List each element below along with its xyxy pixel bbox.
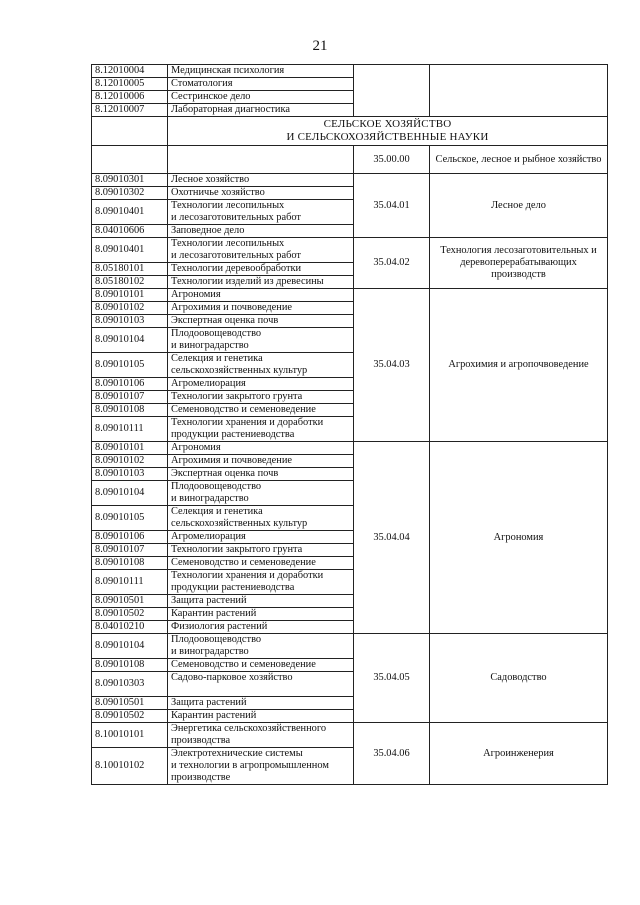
specialty-name	[168, 710, 354, 723]
specialty-name-line: Семеноводство и семеноведение	[171, 659, 316, 670]
specialty-code: 8.09010107	[92, 544, 168, 557]
specialty-name-line: сельскохозяйственных культур	[171, 518, 308, 529]
specialty-name-line: Экспертная оценка почв	[171, 315, 279, 326]
direction-code: 35.04.03	[354, 289, 430, 442]
empty-cell	[168, 146, 354, 174]
specialty-name-line: производства	[171, 735, 231, 746]
specialty-name-line: Технологии закрытого грунта	[171, 391, 303, 402]
specialty-name: Сестринское дело	[168, 91, 354, 104]
specialty-name-line: Энергетика сельскохозяйственного	[171, 723, 327, 734]
specialty-name	[168, 417, 354, 442]
specialty-name	[168, 442, 354, 455]
direction-name: Садоводство	[430, 634, 608, 723]
specialty-name-line: и лесозаготовительных работ	[171, 212, 301, 223]
specialty-code: 8.09010102	[92, 455, 168, 468]
specialty-code: 8.05180102	[92, 276, 168, 289]
specialty-name-line: и виноградарство	[171, 340, 249, 351]
specialty-name	[168, 200, 354, 225]
specialty-code: 8.09010401	[92, 238, 168, 263]
specialty-name	[168, 608, 354, 621]
specialty-code: 8.09010107	[92, 391, 168, 404]
specialty-name-line: Плодоовощеводство	[171, 481, 262, 492]
specialty-code: 8.09010108	[92, 404, 168, 417]
specialty-name	[168, 187, 354, 200]
specialty-name	[168, 404, 354, 417]
direction-code: 35.04.06	[354, 723, 430, 785]
specialty-name	[168, 697, 354, 710]
specialty-name	[168, 238, 354, 263]
specialty-name-line: и виноградарство	[171, 493, 249, 504]
specialty-code: 8.09010104	[92, 634, 168, 659]
specialty-name-line: Технологии лесопильных	[171, 238, 285, 249]
specialty-code: 8.09010103	[92, 468, 168, 481]
direction-code: 35.04.04	[354, 442, 430, 634]
specialty-name-line: Агромелиорация	[171, 378, 246, 389]
specialty-name-line: Физиология растений	[171, 621, 268, 632]
group-code-cell	[354, 65, 430, 117]
enlarged-group-name: Сельское, лесное и рыбное хозяйство	[430, 146, 608, 174]
specialty-name-line: Семеноводство и семеноведение	[171, 404, 316, 415]
specialty-name-line: продукции растениеводства	[171, 429, 295, 440]
specialty-code: 8.09010106	[92, 378, 168, 391]
group-name-cell	[430, 65, 608, 117]
specialty-code: 8.09010502	[92, 608, 168, 621]
specialty-code: 8.09010301	[92, 174, 168, 187]
specialty-name-line: и лесозаготовительных работ	[171, 250, 301, 261]
specialty-name-line: Плодоовощеводство	[171, 328, 262, 339]
table-row	[92, 442, 608, 455]
specialty-code: 8.09010103	[92, 315, 168, 328]
specialty-name	[168, 748, 354, 785]
table-row	[92, 65, 608, 78]
specialty-name-line: Карантин растений	[171, 608, 257, 619]
specialty-name-line: Плодоовощеводство	[171, 634, 262, 645]
section-title-line: СЕЛЬСКОЕ ХОЗЯЙСТВО	[323, 118, 452, 130]
specialty-name	[168, 455, 354, 468]
direction-code: 35.04.05	[354, 634, 430, 723]
specialty-name-line: Агрохимия и почвоведение	[171, 302, 293, 313]
direction-code: 35.04.01	[354, 174, 430, 238]
specialty-code: 8.09010104	[92, 481, 168, 506]
table-row	[92, 238, 608, 263]
specialty-name-line: и технологии в агропромышленном	[171, 760, 329, 771]
specialty-name-line: Защита растений	[171, 697, 247, 708]
group-header-row	[92, 146, 608, 174]
specialty-name-line: Экспертная оценка почв	[171, 468, 279, 479]
specialty-name-line: Электротехнические системы	[171, 748, 303, 759]
direction-name: Агрономия	[430, 442, 608, 634]
specialty-name-line: Технологии изделий из древесины	[171, 276, 324, 287]
specialty-name	[168, 315, 354, 328]
specialty-code: 8.09010111	[92, 417, 168, 442]
specialty-code: 8.09010108	[92, 557, 168, 570]
specialty-code: 8.09010104	[92, 328, 168, 353]
specialty-name	[168, 634, 354, 659]
specialty-code: 8.09010101	[92, 442, 168, 455]
specialty-code: 8.04010606	[92, 225, 168, 238]
direction-name: Агроинженерия	[430, 723, 608, 785]
specialty-name	[168, 531, 354, 544]
specialty-code: 8.12010005	[92, 78, 168, 91]
section-header-row	[92, 117, 608, 146]
specialty-name-line: Садово-парковое хозяйство	[171, 672, 293, 683]
specialty-name	[168, 391, 354, 404]
specialty-code: 8.04010210	[92, 621, 168, 634]
specialty-code: 8.09010105	[92, 506, 168, 531]
specialty-name	[168, 621, 354, 634]
specialty-name	[168, 302, 354, 315]
specialty-name	[168, 174, 354, 187]
specialty-name	[168, 468, 354, 481]
specialty-name	[168, 557, 354, 570]
specialty-code: 8.09010303	[92, 672, 168, 697]
specialty-name	[168, 570, 354, 595]
direction-name: Лесное дело	[430, 174, 608, 238]
specialty-name	[168, 506, 354, 531]
table-row	[92, 174, 608, 187]
specialty-name-line: Лесное хозяйство	[171, 174, 250, 185]
specialty-name	[168, 481, 354, 506]
section-title	[168, 117, 608, 146]
specialty-name-line: Защита растений	[171, 595, 247, 606]
specialty-code: 8.12010007	[92, 104, 168, 117]
specialty-name-line: Технологии хранения и доработки	[171, 570, 324, 581]
specialty-name	[168, 595, 354, 608]
specialty-code: 8.09010502	[92, 710, 168, 723]
table-row	[92, 289, 608, 302]
specialty-correspondence-table	[91, 64, 608, 785]
section-title-line: И СЕЛЬСКОХОЗЯЙСТВЕННЫЕ НАУКИ	[286, 131, 489, 143]
specialty-code: 8.09010102	[92, 302, 168, 315]
specialty-name-line: сельскохозяйственных культур	[171, 365, 308, 376]
specialty-name-line: Охотничье хозяйство	[171, 187, 265, 198]
specialty-name-line: Селекция и генетика	[171, 506, 263, 517]
specialty-name: Стоматология	[168, 78, 354, 91]
specialty-code: 8.09010101	[92, 289, 168, 302]
specialty-name-line: Селекция и генетика	[171, 353, 263, 364]
specialty-name-line: Карантин растений	[171, 710, 257, 721]
specialty-name-line: Заповедное дело	[171, 225, 245, 236]
specialty-name-line	[171, 684, 350, 696]
specialty-code: 8.09010106	[92, 531, 168, 544]
specialty-code: 8.09010302	[92, 187, 168, 200]
specialty-name	[168, 225, 354, 238]
specialty-name	[168, 672, 354, 697]
specialty-name	[168, 723, 354, 748]
direction-name: Агрохимия и агропочвоведение	[430, 289, 608, 442]
enlarged-group-code: 35.00.00	[354, 146, 430, 174]
specialty-code: 8.09010501	[92, 697, 168, 710]
direction-name: Технология лесозаготовительных и деревоперерабатывающих производств	[430, 238, 608, 289]
specialty-name-line: Технологии хранения и доработки	[171, 417, 324, 428]
specialty-code: 8.09010111	[92, 570, 168, 595]
specialty-name	[168, 289, 354, 302]
specialty-code: 8.09010501	[92, 595, 168, 608]
specialty-name-line: Технологии закрытого грунта	[171, 544, 303, 555]
specialty-code: 8.10010102	[92, 748, 168, 785]
specialty-name-line: Технологии лесопильных	[171, 200, 285, 211]
specialty-code: 8.09010105	[92, 353, 168, 378]
specialty-name	[168, 659, 354, 672]
specialty-name-line: Агрономия	[171, 289, 221, 300]
specialty-code: 8.12010006	[92, 91, 168, 104]
specialty-name	[168, 328, 354, 353]
specialty-code: 8.05180101	[92, 263, 168, 276]
page-number: 21	[312, 38, 328, 54]
specialty-name-line: продукции растениеводства	[171, 582, 295, 593]
specialty-code: 8.10010101	[92, 723, 168, 748]
specialty-name	[168, 263, 354, 276]
specialty-name-line: Технологии деревообработки	[171, 263, 302, 274]
specialty-name-line: Агрохимия и почвоведение	[171, 455, 293, 466]
table-row	[92, 723, 608, 748]
specialty-name	[168, 544, 354, 557]
specialty-name	[168, 353, 354, 378]
empty-cell	[92, 146, 168, 174]
specialty-name-line: Семеноводство и семеноведение	[171, 557, 316, 568]
specialty-name: Лабораторная диагностика	[168, 104, 354, 117]
specialty-code: 8.09010108	[92, 659, 168, 672]
specialty-name-line: Агромелиорация	[171, 531, 246, 542]
specialty-name: Медицинская психология	[168, 65, 354, 78]
empty-cell	[92, 117, 168, 146]
specialty-name-line: Агрономия	[171, 442, 221, 453]
table-row	[92, 634, 608, 659]
specialty-code: 8.12010004	[92, 65, 168, 78]
specialty-name	[168, 378, 354, 391]
direction-code: 35.04.02	[354, 238, 430, 289]
specialty-name-line: и виноградарство	[171, 646, 249, 657]
specialty-code: 8.09010401	[92, 200, 168, 225]
specialty-name-line: производстве	[171, 772, 231, 783]
specialty-name	[168, 276, 354, 289]
